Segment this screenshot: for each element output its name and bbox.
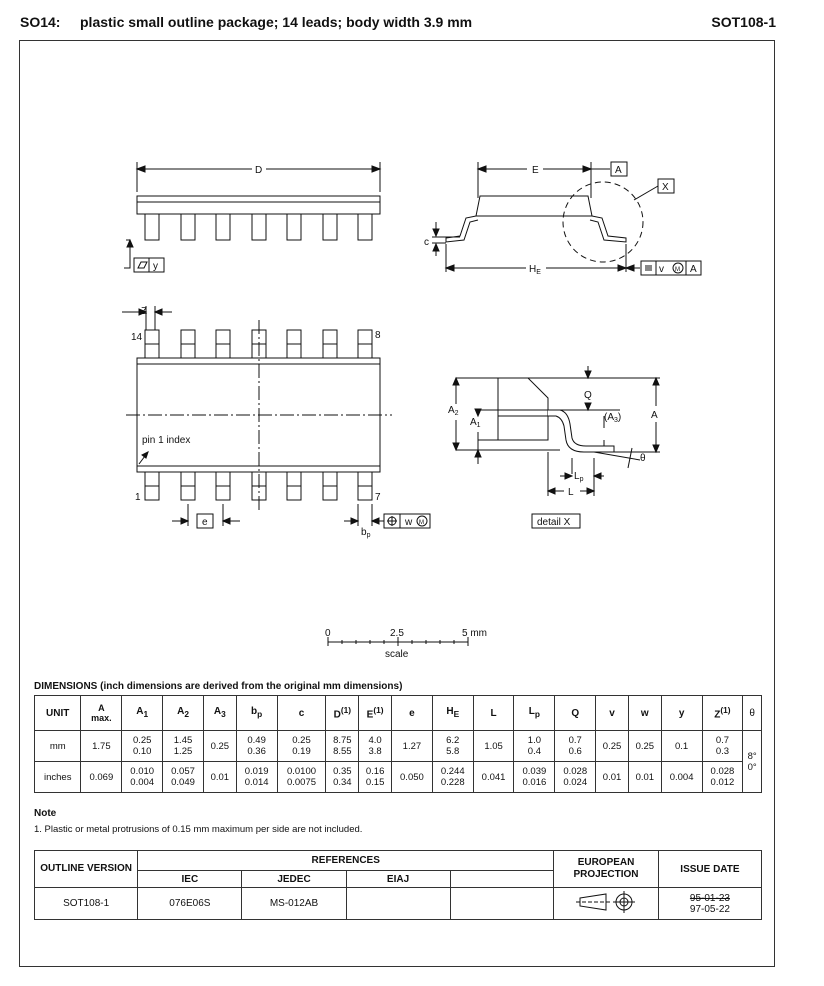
header-title: plastic small outline package; 14 leads; body width 3.9 mm <box>80 14 473 30</box>
issue-date-new: 97-05-22 <box>689 903 730 915</box>
label-e: E <box>532 165 539 176</box>
col-a2: $A_2$ <box>163 696 204 731</box>
issue-date-header: ISSUE DATE <box>658 851 761 888</box>
scale-end: 5 mm <box>462 628 487 639</box>
tolerance-w: w <box>405 517 413 528</box>
label-e-pitch: e <box>202 517 208 528</box>
label-a3: $(A_3)$ <box>604 412 622 424</box>
issue-dates <box>658 888 761 920</box>
dimensions-title: DIMENSIONS (inch dimensions are derived from the original mm dimensions) <box>34 681 403 692</box>
col-q: Q <box>555 696 596 731</box>
col-a: A max. <box>81 696 122 731</box>
mm-row: mm 1.75 0.25 0.10 1.45 1.25 0.25 0.49 0.36 0.25 0.19 8.75 8.55 4.0 3.8 1.27 6.2 5.8 1.05 1.0 0.4 0.7 0.6 0.25 0.25 0.1 0.7 0.3 8° 0° <box>35 731 762 762</box>
label-a2: $A_2$ <box>448 405 459 417</box>
detail-x-label: detail X <box>537 517 571 528</box>
inches-row: inches 0.069 0.010 0.004 0.057 0.049 0.01 0.019 0.014 0.0100 0.0075 0.35 0.34 0.16 0.15 0.050 0.244 0.228 0.041 0.039 0.016 0.028 0.024 0.01 0.01 0.004 0.028 0.012 <box>35 762 762 793</box>
iec-code: 076E06S <box>138 888 242 920</box>
label-a: A <box>651 410 658 421</box>
note-title: Note <box>34 808 57 819</box>
col-l: L <box>473 696 514 731</box>
header-code: SO14: <box>20 14 61 30</box>
projection-header: EUROPEAN PROJECTION <box>554 851 659 888</box>
col-theta: θ <box>743 696 762 731</box>
label-q: Q <box>584 390 592 401</box>
label-c: c <box>424 237 429 248</box>
side-view <box>124 162 380 272</box>
iec-header: IEC <box>138 871 242 888</box>
label-theta: θ <box>640 453 646 464</box>
label-a1: $A_1$ <box>470 417 481 429</box>
label-bp: $b_p$ <box>361 527 371 539</box>
scale-zero: 0 <box>325 628 331 639</box>
outline-version: SOT108-1 <box>35 888 138 920</box>
col-d: $D^{(1)}$ <box>326 696 359 731</box>
dimensions-header-row <box>35 696 762 731</box>
pin-1: 1 <box>135 492 141 503</box>
col-bp: $b_p$ <box>236 696 277 731</box>
projection-icon <box>566 890 646 914</box>
eiaj-code <box>346 888 450 920</box>
pin-7: 7 <box>375 492 381 503</box>
col-z: $Z^{(1)}$ <box>702 696 743 731</box>
col-e-pitch: e <box>392 696 433 731</box>
scale-mid: 2.5 <box>390 628 404 639</box>
label-l: L <box>568 487 574 498</box>
col-e-body: $E^{(1)}$ <box>359 696 392 731</box>
issue-date-old: 95-01-23 <box>689 892 730 904</box>
col-a3: $A_3$ <box>203 696 236 731</box>
label-d: D <box>255 165 263 176</box>
pin-8: 8 <box>375 330 381 341</box>
tolerance-datum-a: A <box>690 264 697 275</box>
eiaj-header: EIAJ <box>346 871 450 888</box>
tolerance-v: v <box>659 264 664 275</box>
label-y: y <box>153 261 158 272</box>
label-lp: $L_p$ <box>574 471 584 483</box>
outline-table <box>34 850 762 920</box>
dimensions-table <box>34 695 762 793</box>
col-lp: $L_p$ <box>514 696 555 731</box>
col-unit: UNIT <box>35 696 81 731</box>
scale-label: scale <box>385 649 409 660</box>
note-text: 1. Plastic or metal protrusions of 0.15 mm maximum per side are not included. <box>34 824 363 835</box>
pin-14: 14 <box>131 332 143 343</box>
label-z: Z <box>141 306 148 317</box>
end-view <box>432 162 701 275</box>
col-a1: $A_1$ <box>122 696 163 731</box>
jedec-code: MS-012AB <box>242 888 346 920</box>
col-w: w <box>628 696 661 731</box>
col-y: y <box>661 696 702 731</box>
references-header: REFERENCES <box>138 851 554 871</box>
header-outline-code: SOT108-1 <box>711 14 776 30</box>
label-he: $H_E$ <box>529 264 541 276</box>
detail-x-marker: X <box>662 182 669 193</box>
col-he: $H_E$ <box>432 696 473 731</box>
top-view <box>122 306 430 528</box>
datum-a-box: A <box>615 165 622 176</box>
tolerance-m: M <box>675 267 680 273</box>
projection-symbol <box>554 888 659 920</box>
tolerance-w-m: M <box>419 520 424 526</box>
jedec-header: JEDEC <box>242 871 346 888</box>
col-v: v <box>596 696 629 731</box>
outline-version-header: OUTLINE VERSION <box>35 851 138 888</box>
detail-x <box>453 366 660 528</box>
pin1-index-label: pin 1 index <box>142 435 191 446</box>
theta-values: 8° 0° <box>743 731 762 793</box>
col-c: c <box>277 696 326 731</box>
